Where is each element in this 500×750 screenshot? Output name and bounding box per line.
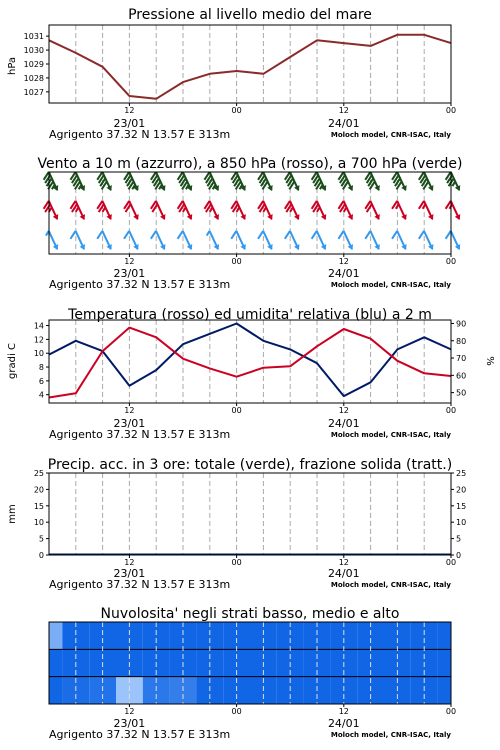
wind-barb-850hPa xyxy=(202,200,221,224)
x-tick-label: 00 xyxy=(231,406,242,415)
x-tick-label: 12 xyxy=(124,707,135,716)
date-label: 23/01 xyxy=(113,717,146,730)
clouds-location: Agrigento 37.32 N 13.57 E 313m xyxy=(49,728,231,741)
wind-barb-700hPa xyxy=(229,171,248,195)
wind-x-ticks xyxy=(124,254,456,266)
date-label: 23/01 xyxy=(113,417,146,430)
wind-barb-700hPa xyxy=(283,171,302,195)
barb-head xyxy=(321,214,329,221)
wind-barb-10m xyxy=(256,230,275,254)
wind-barb-850hPa xyxy=(95,200,114,224)
wind-barb-10m xyxy=(363,230,382,254)
wind-barb-10m xyxy=(417,230,436,254)
precip-title: Precip. acc. in 3 ore: totale (verde), frazione solida (tratt.) xyxy=(47,457,453,473)
temperature-location: Agrigento 37.32 N 13.57 E 313m xyxy=(49,428,231,441)
y-tick-label: 70 xyxy=(456,354,467,364)
barb-head xyxy=(374,214,382,221)
precip-grid xyxy=(76,473,424,555)
wind-barb-850hPa xyxy=(336,200,355,224)
y-tick-label: 5 xyxy=(456,534,462,544)
precip-frame xyxy=(49,473,451,555)
barb-head xyxy=(267,185,275,192)
precip-credit: Moloch model, CNR-ISAC, Italy xyxy=(330,581,451,589)
temperature-y-label: gradi C xyxy=(7,343,18,379)
wind-barb-10m xyxy=(122,230,141,254)
date-label: 24/01 xyxy=(327,717,360,730)
barb-head xyxy=(80,214,88,221)
wind-barb-10m xyxy=(149,230,168,254)
barb-head xyxy=(106,185,114,192)
precip-y-ticks-right xyxy=(451,469,466,560)
x-tick-label: 00 xyxy=(445,257,457,266)
wind-barb-700hPa xyxy=(363,171,382,195)
temperature-y-ticks xyxy=(34,322,49,400)
barb-head xyxy=(374,244,382,251)
barb-head xyxy=(294,214,302,221)
humidity-line xyxy=(49,324,451,397)
wind-barb-850hPa xyxy=(444,200,463,224)
cloud-cell xyxy=(438,649,451,676)
pressure-line xyxy=(49,35,451,99)
wind-barb-700hPa xyxy=(176,171,195,195)
date-label: 24/01 xyxy=(327,117,360,130)
x-tick-label: 00 xyxy=(231,558,242,567)
wind-barb-700hPa xyxy=(417,171,436,195)
barb-head xyxy=(133,244,141,251)
barb-head xyxy=(53,214,61,221)
x-tick-label: 00 xyxy=(445,558,457,567)
barb-head xyxy=(348,214,356,221)
wind-barb-10m xyxy=(444,230,463,254)
barb-head xyxy=(267,214,275,221)
date-label: 23/01 xyxy=(113,567,146,580)
wind-barb-850hPa xyxy=(256,200,275,224)
x-tick-label: 12 xyxy=(338,257,349,266)
wind-barb-10m xyxy=(95,230,114,254)
wind-barb-700hPa xyxy=(42,171,61,195)
y-tick-label: 1028 xyxy=(23,73,44,83)
temperature-line xyxy=(49,328,451,398)
x-tick-label: 12 xyxy=(124,558,135,567)
wind-barb-700hPa xyxy=(444,171,463,195)
y-tick-label: 10 xyxy=(456,518,467,528)
wind-barb-850hPa xyxy=(42,200,61,224)
temperature-humidity-series xyxy=(49,324,451,398)
precip-y-label: mm xyxy=(7,504,18,524)
barb-head xyxy=(455,185,463,192)
y-tick-label: 10 xyxy=(33,518,44,528)
wind-title: Vento a 10 m (azzurro), a 850 hPa (rosso), a 700 hPa (verde) xyxy=(37,156,463,172)
x-tick-label: 12 xyxy=(338,558,349,567)
barb-head xyxy=(455,244,463,251)
pressure-y-label: hPa xyxy=(7,56,18,76)
barb-head xyxy=(133,214,141,221)
date-label: 23/01 xyxy=(113,117,146,130)
cloud-cell xyxy=(49,622,62,649)
barb-head xyxy=(401,214,409,221)
pressure-panel xyxy=(7,7,456,141)
barb-head xyxy=(240,214,248,221)
barb-head xyxy=(374,185,382,192)
wind-barb-10m xyxy=(205,230,221,252)
date-label: 24/01 xyxy=(327,417,360,430)
wind-barb-700hPa xyxy=(149,171,168,195)
clouds-title: Nuvolosita' negli strati basso, medio e alto xyxy=(100,606,400,622)
pressure-x-ticks xyxy=(124,103,456,115)
x-tick-label: 00 xyxy=(445,707,457,716)
wind-barb-850hPa xyxy=(229,200,248,224)
pressure-series xyxy=(49,35,451,99)
precip-y-ticks xyxy=(34,469,49,560)
wind-barb-850hPa xyxy=(149,200,168,224)
wind-barb-700hPa xyxy=(310,171,329,195)
barb-head xyxy=(428,185,436,192)
y-tick-label: 20 xyxy=(456,485,467,495)
wind-barb-850hPa xyxy=(363,200,382,224)
wind-location: Agrigento 37.32 N 13.57 E 313m xyxy=(49,278,231,291)
barb-head xyxy=(428,214,436,221)
barb-head xyxy=(401,185,409,192)
wind-barb-850hPa xyxy=(310,200,329,224)
barb-head xyxy=(106,214,114,221)
barb-head xyxy=(267,244,275,251)
barb-head xyxy=(187,214,195,221)
wind-barbs xyxy=(42,171,463,254)
date-label: 24/01 xyxy=(327,567,360,580)
wind-barb-700hPa xyxy=(390,171,409,195)
y-tick-label: 20 xyxy=(33,485,44,495)
x-tick-label: 12 xyxy=(124,106,135,115)
y-tick-label: 0 xyxy=(38,551,44,560)
temperature-x-ticks xyxy=(124,403,456,415)
date-label: 24/01 xyxy=(327,267,360,280)
barb-head xyxy=(160,244,168,251)
barb-head xyxy=(106,244,114,251)
clouds-x-ticks xyxy=(124,704,456,716)
y-tick-label: 90 xyxy=(456,319,467,329)
wind-credit: Moloch model, CNR-ISAC, Italy xyxy=(330,281,451,289)
wind-barb-10m xyxy=(229,230,248,254)
barb-head xyxy=(294,185,302,192)
wind-barb-850hPa xyxy=(176,200,195,224)
barb-head xyxy=(348,244,356,251)
date-label: 23/01 xyxy=(113,267,146,280)
y-tick-label: 60 xyxy=(456,371,467,381)
y-tick-label: 10 xyxy=(33,349,44,359)
clouds-cells xyxy=(49,622,451,704)
wind-barb-700hPa xyxy=(256,171,275,195)
temperature-panel xyxy=(7,307,495,441)
wind-barb-850hPa xyxy=(417,200,436,224)
y-tick-label: 80 xyxy=(456,336,467,346)
barb-head xyxy=(321,244,329,251)
y-tick-label: 4 xyxy=(38,390,44,400)
y-tick-label: 1027 xyxy=(23,87,44,97)
y-tick-label: 15 xyxy=(33,501,44,511)
y-tick-label: 25 xyxy=(33,469,44,478)
x-tick-label: 00 xyxy=(445,406,457,415)
x-tick-label: 12 xyxy=(124,257,135,266)
wind-barb-10m xyxy=(310,230,329,254)
wind-barb-10m xyxy=(45,230,61,252)
precip-panel xyxy=(7,457,466,591)
temperature-credit: Moloch model, CNR-ISAC, Italy xyxy=(330,431,451,439)
x-tick-label: 00 xyxy=(231,257,242,266)
x-tick-label: 12 xyxy=(124,406,135,415)
x-tick-label: 00 xyxy=(231,106,242,115)
x-tick-label: 12 xyxy=(338,707,349,716)
wind-barb-700hPa xyxy=(122,171,141,195)
barb-head xyxy=(187,244,195,251)
temperature-title: Temperatura (rosso) ed umidita' relativa (blu) a 2 m xyxy=(68,307,432,323)
wind-barb-10m xyxy=(68,230,87,254)
y-tick-label: 6 xyxy=(38,376,44,386)
wind-barb-700hPa xyxy=(336,171,355,195)
pressure-location: Agrigento 37.32 N 13.57 E 313m xyxy=(49,128,231,141)
y-tick-label: 0 xyxy=(456,551,462,560)
barb-head xyxy=(53,244,61,251)
barb-head xyxy=(160,214,168,221)
pressure-y-ticks xyxy=(24,32,49,97)
barb-head xyxy=(401,244,409,251)
y-tick-label: 50 xyxy=(456,388,467,398)
humidity-y-ticks xyxy=(451,319,466,397)
wind-frame xyxy=(49,172,451,254)
precip-location: Agrigento 37.32 N 13.57 E 313m xyxy=(49,578,231,591)
y-tick-label: 1029 xyxy=(23,60,44,69)
y-tick-label: 5 xyxy=(38,534,44,544)
x-tick-label: 00 xyxy=(445,106,457,115)
barb-head xyxy=(214,244,222,251)
pressure-title: Pressione al livello medio del mare xyxy=(128,7,372,23)
x-tick-label: 12 xyxy=(338,106,349,115)
barb-head xyxy=(294,244,302,251)
cloud-cell xyxy=(49,649,62,676)
y-tick-label: 15 xyxy=(456,501,467,511)
wind-barb-10m xyxy=(390,230,409,254)
wind-barb-700hPa xyxy=(95,171,114,195)
wind-barb-700hPa xyxy=(202,171,221,195)
clouds-panel xyxy=(49,606,456,741)
barb-head xyxy=(348,185,356,192)
pressure-credit: Moloch model, CNR-ISAC, Italy xyxy=(330,131,451,139)
y-tick-label: 12 xyxy=(33,335,44,345)
barb-head xyxy=(240,244,248,251)
wind-barb-850hPa xyxy=(390,200,409,224)
wind-barb-10m xyxy=(176,230,195,254)
pressure-grid xyxy=(76,25,424,103)
y-tick-label: 14 xyxy=(33,321,44,331)
wind-barb-850hPa xyxy=(68,200,87,224)
cloud-cell xyxy=(438,677,451,704)
wind-barb-10m xyxy=(336,230,355,254)
y-tick-label: 8 xyxy=(38,363,44,373)
barb-head xyxy=(455,214,463,221)
wind-barb-850hPa xyxy=(283,200,302,224)
barb-head xyxy=(428,244,436,251)
clouds-credit: Moloch model, CNR-ISAC, Italy xyxy=(330,731,451,739)
humidity-y-label: % xyxy=(484,356,495,366)
y-tick-label: 1030 xyxy=(23,46,44,56)
wind-barb-10m xyxy=(283,230,302,254)
y-tick-label: 25 xyxy=(456,469,467,478)
wind-barb-700hPa xyxy=(68,171,87,195)
precip-x-ticks xyxy=(124,555,456,567)
cloud-cell xyxy=(438,622,451,649)
y-tick-label: 1031 xyxy=(23,32,44,42)
x-tick-label: 12 xyxy=(338,406,349,415)
x-tick-label: 00 xyxy=(231,707,242,716)
wind-barb-850hPa xyxy=(122,200,141,224)
wind-panel xyxy=(37,156,462,291)
barb-head xyxy=(80,244,88,251)
cloud-cell xyxy=(49,677,62,704)
barb-head xyxy=(214,214,222,221)
